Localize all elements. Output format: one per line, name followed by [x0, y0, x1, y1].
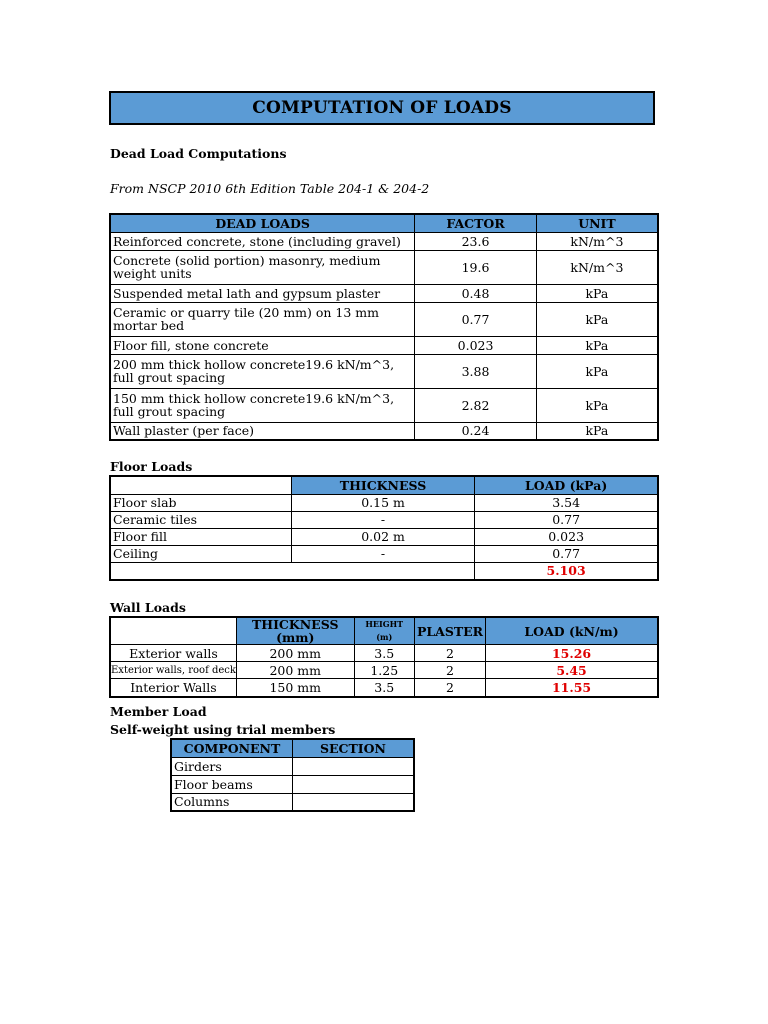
row-load: 0.77: [475, 545, 658, 562]
row-height: 3.5: [354, 645, 414, 662]
row-unit: kPa: [536, 422, 658, 440]
table-row: [110, 284, 658, 302]
member-load-table: [170, 738, 415, 812]
row-name: Floor fill: [110, 528, 291, 545]
column-header: FACTOR: [415, 214, 537, 232]
wall-loads-heading: Wall Loads: [110, 600, 186, 615]
row-factor: 0.023: [415, 336, 537, 354]
column-header-blank: [110, 617, 236, 645]
table-row: [110, 388, 658, 422]
row-factor: 0.24: [415, 422, 537, 440]
column-header-blank: [110, 476, 291, 494]
row-name: Floor beams: [171, 775, 292, 793]
total-row: [110, 562, 658, 580]
row-name: 200 mm thick hollow concrete19.6 kN/m^3, full grout spacing: [110, 354, 415, 388]
table-row: [110, 511, 658, 528]
floor-total: 5.103: [475, 562, 658, 580]
row-name: Reinforced concrete, stone (including gravel): [110, 232, 415, 250]
source-note: From NSCP 2010 6th Edition Table 204-1 & 204-2: [110, 181, 430, 196]
table-row: [110, 302, 658, 336]
row-name: Wall plaster (per face): [110, 422, 415, 440]
row-load: 0.023: [475, 528, 658, 545]
row-unit: kN/m^3: [536, 250, 658, 284]
total-blank: [110, 562, 291, 580]
table-row: [110, 232, 658, 250]
column-header: DEAD LOADS: [110, 214, 415, 232]
row-load: 11.55: [486, 679, 658, 697]
row-name: Floor slab: [110, 494, 291, 511]
table-row: [110, 662, 658, 679]
wall-loads-table: [109, 616, 659, 698]
table-row: [110, 545, 658, 562]
row-name: 150 mm thick hollow concrete19.6 kN/m^3, full grout spacing: [110, 388, 415, 422]
row-factor: 23.6: [415, 232, 537, 250]
column-header: UNIT: [536, 214, 658, 232]
row-name: Exterior walls, roof deck: [110, 662, 236, 679]
row-name: Girders: [171, 757, 292, 775]
row-load: 15.26: [486, 645, 658, 662]
row-name: Interior Walls: [110, 679, 236, 697]
table-row: [110, 494, 658, 511]
dead-loads-table: [109, 213, 659, 441]
row-factor: 19.6: [415, 250, 537, 284]
row-name: Ceramic tiles: [110, 511, 291, 528]
table-row: [171, 757, 414, 775]
row-unit: kPa: [536, 336, 658, 354]
column-header: LOAD (kPa): [475, 476, 658, 494]
table-row: [110, 422, 658, 440]
row-load: 3.54: [475, 494, 658, 511]
row-name: Columns: [171, 793, 292, 811]
row-thickness: -: [291, 545, 474, 562]
column-header: COMPONENT: [171, 739, 292, 757]
row-unit: kPa: [536, 302, 658, 336]
column-header: SECTION: [292, 739, 414, 757]
dead-load-heading: Dead Load Computations: [110, 146, 287, 161]
page-title: COMPUTATION OF LOADS: [109, 91, 655, 125]
row-name: Floor fill, stone concrete: [110, 336, 415, 354]
row-factor: 2.82: [415, 388, 537, 422]
row-plaster: 2: [414, 679, 485, 697]
row-height: 3.5: [354, 679, 414, 697]
row-factor: 3.88: [415, 354, 537, 388]
floor-loads-heading: Floor Loads: [110, 459, 193, 474]
row-unit: kPa: [536, 388, 658, 422]
row-name: Ceiling: [110, 545, 291, 562]
column-header: LOAD (kN/m): [486, 617, 658, 645]
row-section: [292, 757, 414, 775]
table-row: [171, 775, 414, 793]
row-section: [292, 775, 414, 793]
column-header: HEIGHT (m): [354, 617, 414, 645]
row-section: [292, 793, 414, 811]
column-header: THICKNESS (mm): [236, 617, 354, 645]
table-row: [110, 354, 658, 388]
row-name: Concrete (solid portion) masonry, medium weight units: [110, 250, 415, 284]
row-plaster: 2: [414, 645, 485, 662]
member-load-subheading: Self-weight using trial members: [110, 722, 336, 737]
column-header: PLASTER: [414, 617, 485, 645]
table-row: [171, 793, 414, 811]
row-name: Ceramic or quarry tile (20 mm) on 13 mm mortar bed: [110, 302, 415, 336]
column-header: THICKNESS: [291, 476, 474, 494]
total-blank: [291, 562, 474, 580]
row-thickness: 200 mm: [236, 645, 354, 662]
floor-loads-table: [109, 475, 659, 581]
member-load-heading: Member Load: [110, 704, 207, 719]
row-thickness: 150 mm: [236, 679, 354, 697]
row-unit: kPa: [536, 354, 658, 388]
row-unit: kPa: [536, 284, 658, 302]
row-thickness: -: [291, 511, 474, 528]
table-row: [110, 679, 658, 697]
table-row: [110, 250, 658, 284]
table-row: [110, 528, 658, 545]
row-thickness: 0.02 m: [291, 528, 474, 545]
row-load: 0.77: [475, 511, 658, 528]
row-factor: 0.48: [415, 284, 537, 302]
table-row: [110, 336, 658, 354]
table-row: [110, 645, 658, 662]
row-thickness: 200 mm: [236, 662, 354, 679]
row-unit: kN/m^3: [536, 232, 658, 250]
row-name: Exterior walls: [110, 645, 236, 662]
row-name: Suspended metal lath and gypsum plaster: [110, 284, 415, 302]
row-height: 1.25: [354, 662, 414, 679]
row-factor: 0.77: [415, 302, 537, 336]
row-thickness: 0.15 m: [291, 494, 474, 511]
row-plaster: 2: [414, 662, 485, 679]
row-load: 5.45: [486, 662, 658, 679]
